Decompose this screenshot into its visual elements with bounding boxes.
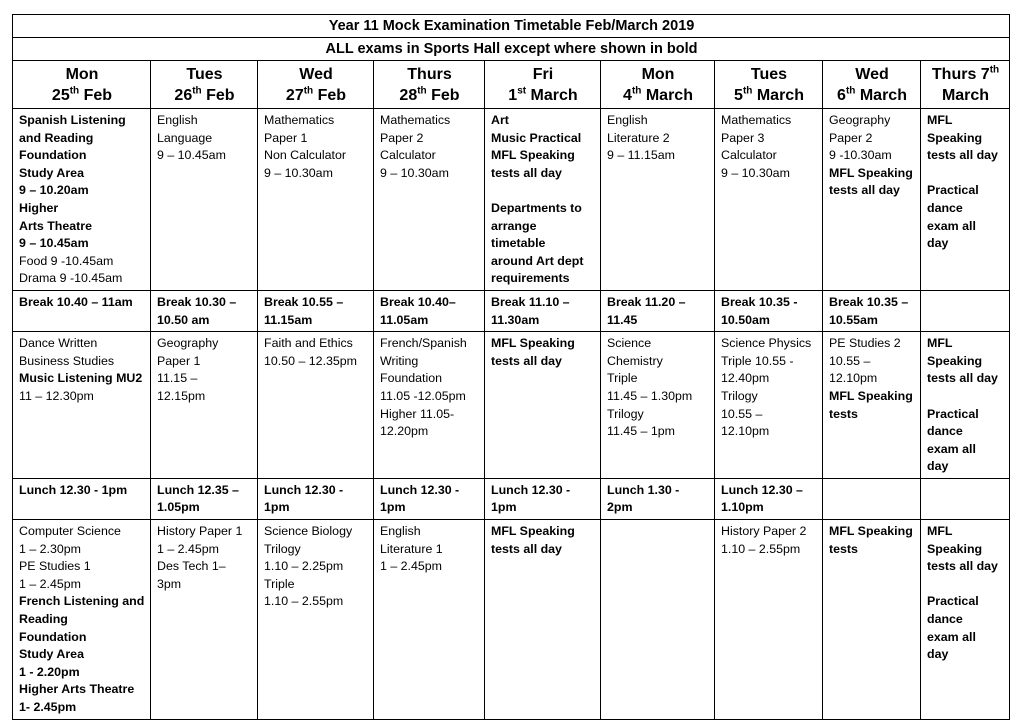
timetable-cell bbox=[151, 520, 258, 720]
cell-line: Departments to bbox=[491, 200, 582, 215]
exam-timetable bbox=[12, 14, 1010, 720]
timetable-cell bbox=[601, 109, 715, 291]
cell-line: requirements bbox=[491, 271, 570, 286]
cell-line: day bbox=[927, 236, 949, 251]
cell-line: dance bbox=[927, 200, 963, 215]
cell-line: Dance Written bbox=[19, 336, 98, 351]
timetable-cell bbox=[151, 478, 258, 519]
cell-line: 1.10pm bbox=[721, 500, 764, 515]
cell-line: 10.55am bbox=[829, 312, 878, 327]
session-row bbox=[13, 109, 1010, 291]
cell-line bbox=[927, 388, 1004, 406]
cell-line: 1 – 2.45pm bbox=[157, 541, 219, 556]
cell-line: MFL bbox=[927, 524, 953, 539]
timetable-cell bbox=[823, 109, 921, 291]
timetable-cell bbox=[374, 109, 485, 291]
cell-line: Art bbox=[491, 113, 509, 127]
cell-line: MFL Speaking bbox=[829, 388, 913, 403]
cell-line: Language bbox=[157, 130, 213, 145]
cell-line: 12.20pm bbox=[380, 424, 429, 439]
cell-line: Study Area bbox=[19, 165, 84, 180]
day-name: Tues bbox=[750, 66, 788, 83]
cell-line: Mathematics bbox=[721, 113, 792, 127]
cell-line: 1- 2.45pm bbox=[19, 700, 77, 714]
day-name: Wed bbox=[855, 66, 889, 83]
cell-line: Lunch 12.30 - bbox=[380, 482, 460, 497]
cell-line: History Paper 1 bbox=[157, 524, 243, 539]
cell-line: 1pm bbox=[491, 500, 517, 515]
day-date: 25th Feb bbox=[51, 85, 113, 104]
cell-line: Music Practical bbox=[491, 130, 582, 145]
timetable-cell bbox=[485, 290, 601, 331]
timetable-cell bbox=[13, 332, 151, 479]
cell-line: Paper 2 bbox=[829, 130, 873, 145]
session-row bbox=[13, 520, 1010, 720]
cell-line: Triple bbox=[264, 576, 295, 591]
cell-line: tests bbox=[829, 406, 858, 421]
cell-line: 1.10 – 2.55pm bbox=[721, 541, 801, 556]
cell-line: 10.50 – 12.35pm bbox=[264, 353, 358, 368]
cell-line: tests all day bbox=[491, 353, 562, 368]
timetable-cell bbox=[258, 290, 374, 331]
session-row bbox=[13, 332, 1010, 479]
cell-line bbox=[927, 165, 1004, 183]
cell-line: MFL Speaking bbox=[491, 524, 575, 539]
cell-line: 10.55 – bbox=[829, 353, 871, 368]
cell-line: Triple 10.55 - bbox=[721, 353, 794, 368]
cell-line: MFL Speaking bbox=[829, 165, 913, 180]
cell-line: Science Biology bbox=[264, 524, 353, 539]
day-name: Thurs 7th bbox=[931, 64, 1000, 83]
cell-line: 12.10pm bbox=[721, 424, 770, 439]
cell-line: arrange bbox=[491, 218, 537, 233]
cell-line: Lunch 12.30 - 1pm bbox=[19, 482, 128, 497]
cell-line: 9 -10.30am bbox=[829, 148, 892, 163]
timetable-title: Year 11 Mock Examination Timetable Feb/March 2019 bbox=[13, 15, 1010, 38]
timetable-cell bbox=[715, 332, 823, 479]
cell-line: Computer Science bbox=[19, 524, 121, 539]
cell-line: Calculator bbox=[721, 148, 777, 163]
timetable-cell bbox=[13, 290, 151, 331]
cell-line: Break 11.10 – bbox=[491, 294, 570, 309]
cell-line: 11.45 – 1.30pm bbox=[607, 388, 693, 403]
cell-line: Paper 3 bbox=[721, 130, 765, 145]
cell-line: tests all day bbox=[927, 148, 998, 163]
day-date: 28th Feb bbox=[399, 85, 460, 104]
day-header bbox=[715, 61, 823, 109]
day-date: 1st March bbox=[508, 85, 578, 104]
cell-line: 1.05pm bbox=[157, 500, 200, 515]
cell-line: Trilogy bbox=[721, 388, 758, 403]
cell-line: 12.10pm bbox=[829, 371, 878, 386]
cell-line: 3pm bbox=[157, 576, 182, 591]
cell-line: tests all day bbox=[927, 559, 998, 574]
day-date: 6th March bbox=[837, 85, 907, 104]
timetable-cell bbox=[823, 520, 921, 720]
timetable-cell bbox=[485, 109, 601, 291]
cell-line: tests all day bbox=[829, 183, 900, 198]
cell-line: French/Spanish bbox=[380, 336, 467, 351]
timetable-cell bbox=[921, 290, 1010, 331]
cell-line: Science Physics bbox=[721, 336, 812, 351]
cell-line: Drama 9 -10.45am bbox=[19, 271, 123, 286]
timetable-cell bbox=[715, 478, 823, 519]
cell-line: 9 – 10.30am bbox=[721, 165, 790, 180]
cell-line: 12.40pm bbox=[721, 371, 770, 386]
timetable-cell bbox=[374, 478, 485, 519]
day-name: Tues bbox=[186, 66, 223, 83]
cell-line: Lunch 12.30 – bbox=[721, 482, 803, 497]
cell-line: Lunch 12.30 - bbox=[264, 482, 344, 497]
cell-line: Lunch 12.35 – bbox=[157, 482, 239, 497]
cell-line: Paper 2 bbox=[380, 130, 424, 145]
cell-line: timetable bbox=[491, 236, 546, 251]
cell-line: 9 – 10.30am bbox=[264, 165, 333, 180]
cell-line: PE Studies 2 bbox=[829, 336, 901, 351]
cell-line: Speaking bbox=[927, 130, 983, 145]
timetable-cell bbox=[258, 520, 374, 720]
timetable-cell bbox=[151, 332, 258, 479]
cell-line: tests all day bbox=[491, 541, 562, 556]
cell-line: Geography bbox=[829, 113, 891, 127]
cell-line: MFL bbox=[927, 336, 953, 351]
cell-line: 9 – 10.45am bbox=[157, 148, 226, 163]
cell-line: Speaking bbox=[927, 353, 983, 368]
cell-line: Foundation bbox=[19, 148, 87, 163]
day-header bbox=[601, 61, 715, 109]
cell-line: Paper 1 bbox=[264, 130, 308, 145]
cell-line: dance bbox=[927, 612, 963, 627]
cell-line: Foundation bbox=[380, 371, 443, 386]
cell-line: 10.50 am bbox=[157, 312, 210, 327]
timetable-cell bbox=[601, 520, 715, 720]
lunch-row bbox=[13, 478, 1010, 519]
timetable-subtitle: ALL exams in Sports Hall except where shown in bold bbox=[13, 38, 1010, 61]
cell-line: Lunch 1.30 - bbox=[607, 482, 680, 497]
day-header bbox=[258, 61, 374, 109]
cell-line: Trilogy bbox=[264, 541, 301, 556]
cell-line: Food 9 -10.45am bbox=[19, 253, 114, 268]
timetable-cell bbox=[715, 520, 823, 720]
timetable-cell bbox=[601, 332, 715, 479]
day-name: Wed bbox=[299, 66, 333, 83]
cell-line: Break 10.30 – bbox=[157, 294, 237, 309]
cell-line: MFL Speaking bbox=[491, 336, 575, 351]
timetable-cell bbox=[13, 520, 151, 720]
cell-line: 1.10 – 2.55pm bbox=[264, 594, 344, 609]
cell-line: day bbox=[927, 647, 949, 662]
cell-line: Writing bbox=[380, 353, 419, 368]
cell-line: 11.15am bbox=[264, 312, 313, 327]
cell-line: Paper 1 bbox=[157, 353, 201, 368]
cell-line: tests bbox=[829, 541, 858, 556]
day-date: 5th March bbox=[734, 85, 804, 104]
day-header bbox=[151, 61, 258, 109]
cell-line: 11 – 12.30pm bbox=[19, 388, 94, 403]
cell-line: 10.55 – bbox=[721, 406, 763, 421]
cell-line: Practical bbox=[927, 594, 979, 609]
cell-line: 9 – 10.20am bbox=[19, 183, 89, 198]
cell-line: Speaking bbox=[927, 541, 983, 556]
cell-line: and Reading bbox=[19, 130, 94, 145]
cell-line: 1 – 2.30pm bbox=[19, 541, 81, 556]
cell-line: Chemistry bbox=[607, 353, 663, 368]
cell-line: Practical bbox=[927, 183, 979, 198]
day-header bbox=[374, 61, 485, 109]
cell-line: 2pm bbox=[607, 500, 633, 515]
cell-line: Higher 11.05- bbox=[380, 406, 455, 421]
day-header-row bbox=[13, 61, 1010, 109]
timetable-cell bbox=[13, 478, 151, 519]
day-date: 4th March bbox=[623, 85, 693, 104]
cell-line: MFL Speaking bbox=[491, 148, 575, 163]
timetable-cell bbox=[13, 109, 151, 291]
cell-line: 1 – 2.45pm bbox=[19, 576, 81, 591]
cell-line: English bbox=[380, 524, 421, 539]
day-date: 27th Feb bbox=[285, 85, 347, 104]
cell-line: Break 10.35 – bbox=[829, 294, 909, 309]
timetable-cell bbox=[601, 290, 715, 331]
cell-line: French Listening and bbox=[19, 594, 145, 609]
timetable-cell bbox=[823, 332, 921, 479]
timetable-cell bbox=[715, 290, 823, 331]
timetable-cell bbox=[921, 109, 1010, 291]
cell-line: Arts Theatre bbox=[19, 218, 92, 233]
cell-line: 11.45 – 1pm bbox=[607, 424, 675, 439]
cell-line: day bbox=[927, 459, 949, 474]
timetable-cell bbox=[151, 109, 258, 291]
cell-line: Geography bbox=[157, 336, 219, 351]
day-header bbox=[823, 61, 921, 109]
day-header bbox=[485, 61, 601, 109]
day-name: Mon bbox=[641, 66, 675, 83]
cell-line: Triple bbox=[607, 371, 638, 386]
cell-line: Science bbox=[607, 336, 652, 351]
cell-line: Study Area bbox=[19, 647, 84, 662]
cell-line: English bbox=[607, 113, 648, 127]
timetable-cell bbox=[823, 290, 921, 331]
cell-line: Higher Arts Theatre bbox=[19, 682, 135, 697]
cell-line: 1 - 2.20pm bbox=[19, 664, 80, 679]
timetable-cell bbox=[258, 332, 374, 479]
day-header bbox=[13, 61, 151, 109]
timetable-cell bbox=[601, 478, 715, 519]
timetable-cell bbox=[374, 520, 485, 720]
cell-line: Break 10.55 – bbox=[264, 294, 344, 309]
cell-line: 11.05am bbox=[380, 312, 429, 327]
cell-line: Higher bbox=[19, 200, 59, 215]
cell-line: 9 – 10.45am bbox=[19, 236, 89, 251]
cell-line: tests all day bbox=[491, 165, 562, 180]
cell-line: 11.45 bbox=[607, 312, 638, 327]
cell-line: exam all bbox=[927, 629, 976, 644]
cell-line bbox=[491, 182, 595, 200]
cell-line: Foundation bbox=[19, 629, 87, 644]
cell-line: dance bbox=[927, 424, 963, 439]
cell-line: PE Studies 1 bbox=[19, 559, 91, 574]
cell-line: 1pm bbox=[264, 500, 290, 515]
cell-line: around Art dept bbox=[491, 253, 584, 268]
cell-line: Break 11.20 – bbox=[607, 294, 686, 309]
cell-line: exam all bbox=[927, 218, 976, 233]
timetable-cell bbox=[151, 290, 258, 331]
timetable-cell bbox=[485, 332, 601, 479]
cell-line: Business Studies bbox=[19, 353, 115, 368]
break-row bbox=[13, 290, 1010, 331]
cell-line: Break 10.40 – 11am bbox=[19, 294, 133, 309]
timetable-cell bbox=[921, 478, 1010, 519]
cell-line: History Paper 2 bbox=[721, 524, 807, 539]
timetable-cell bbox=[485, 520, 601, 720]
day-header bbox=[921, 61, 1010, 109]
timetable-cell bbox=[485, 478, 601, 519]
cell-line: Lunch 12.30 - bbox=[491, 482, 571, 497]
cell-line: English bbox=[157, 113, 198, 127]
day-name: Mon bbox=[65, 66, 99, 83]
timetable-cell bbox=[715, 109, 823, 291]
cell-line: MFL bbox=[927, 113, 953, 127]
day-date: March bbox=[941, 87, 990, 104]
timetable-cell bbox=[374, 290, 485, 331]
cell-line: Literature 1 bbox=[380, 541, 443, 556]
cell-line bbox=[927, 576, 1004, 594]
cell-line: Mathematics bbox=[264, 113, 335, 127]
cell-line: tests all day bbox=[927, 371, 998, 386]
cell-line: 9 – 10.30am bbox=[380, 165, 449, 180]
timetable-cell bbox=[258, 109, 374, 291]
cell-line: 11.15 – bbox=[157, 371, 198, 386]
cell-line: 11.05 -12.05pm bbox=[380, 388, 466, 403]
cell-line: Reading bbox=[19, 612, 68, 627]
cell-line: Break 10.35 - bbox=[721, 294, 798, 309]
timetable-cell bbox=[823, 478, 921, 519]
cell-line: Practical bbox=[927, 406, 979, 421]
cell-line: 1 – 2.45pm bbox=[380, 559, 442, 574]
cell-line: Break 10.40– bbox=[380, 294, 456, 309]
cell-line: 10.50am bbox=[721, 312, 770, 327]
timetable-cell bbox=[258, 478, 374, 519]
timetable-cell bbox=[374, 332, 485, 479]
cell-line: Music Listening MU2 bbox=[19, 371, 143, 386]
cell-line: 1.10 – 2.25pm bbox=[264, 559, 344, 574]
day-name: Thurs bbox=[407, 66, 452, 83]
cell-line: Spanish Listening bbox=[19, 113, 126, 127]
timetable-cell bbox=[921, 520, 1010, 720]
cell-line: 12.15pm bbox=[157, 388, 206, 403]
day-name: Fri bbox=[532, 66, 554, 83]
cell-line: Non Calculator bbox=[264, 148, 346, 163]
cell-line: exam all bbox=[927, 441, 976, 456]
cell-line: Literature 2 bbox=[607, 130, 670, 145]
cell-line: Calculator bbox=[380, 148, 436, 163]
cell-line: 9 – 11.15am bbox=[607, 148, 675, 163]
timetable-cell bbox=[921, 332, 1010, 479]
cell-line: 11.30am bbox=[491, 312, 540, 327]
cell-line: Trilogy bbox=[607, 406, 644, 421]
cell-line: MFL Speaking bbox=[829, 524, 913, 539]
day-date: 26th Feb bbox=[174, 85, 235, 104]
cell-line: 1pm bbox=[380, 500, 406, 515]
cell-line: Faith and Ethics bbox=[264, 336, 353, 351]
cell-line: Mathematics bbox=[380, 113, 451, 127]
cell-line: Des Tech 1– bbox=[157, 559, 226, 574]
